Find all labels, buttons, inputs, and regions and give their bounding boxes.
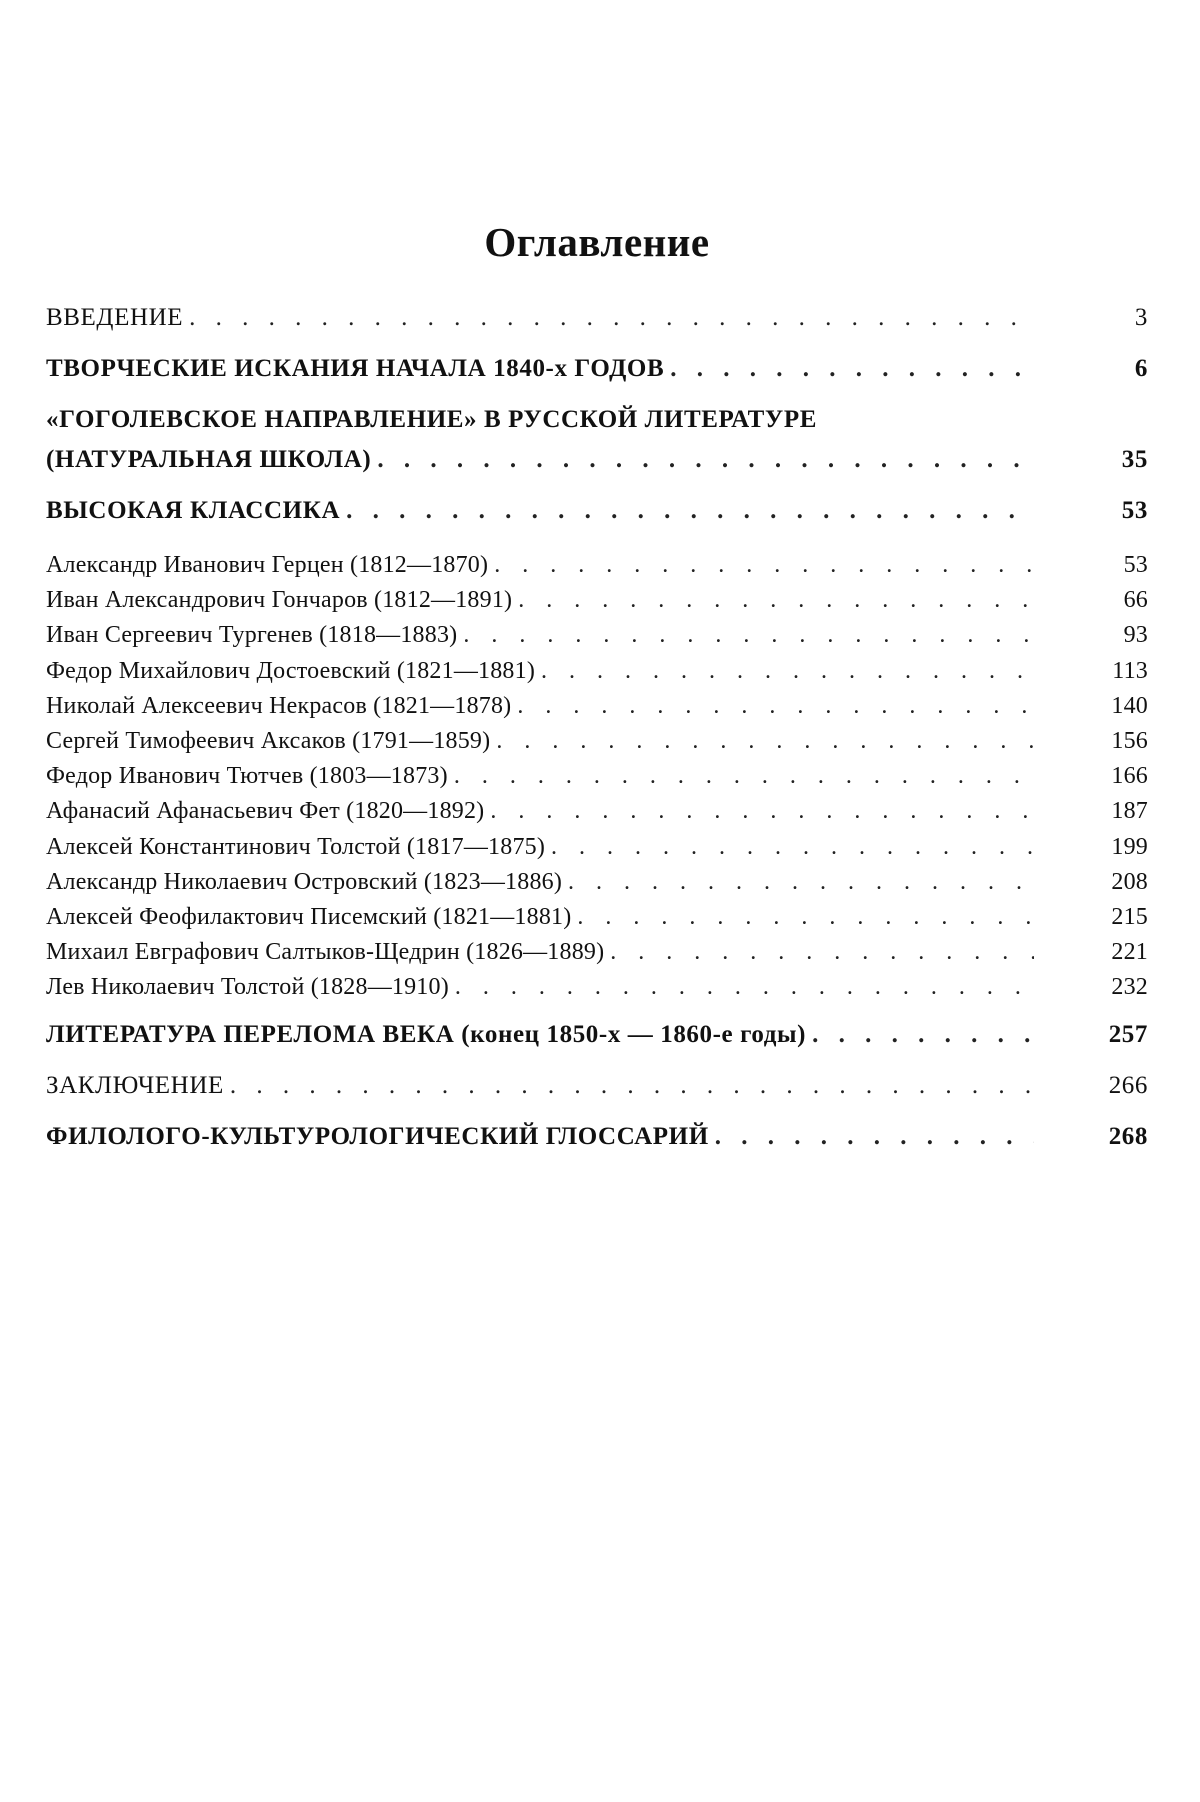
toc-entry-label: ЗАКЛЮЧЕНИЕ: [46, 1072, 224, 1100]
dot-leader: [670, 353, 1034, 385]
toc-entry-label-line2: (НАТУРАЛЬНАЯ ШКОЛА): [46, 446, 372, 473]
toc-entry-author[interactable]: [46, 794, 1148, 829]
dot-leader: [377, 444, 1034, 476]
toc-entry-author[interactable]: [46, 759, 1148, 794]
toc-entry-page: 6: [1134, 355, 1148, 382]
dot-leader: [577, 900, 1034, 935]
toc-entry-page: 66: [1123, 587, 1148, 614]
author-entries: [46, 548, 1148, 1005]
toc-entry-high-classics[interactable]: [46, 495, 1148, 546]
toc-entry-label: Сергей Тимофеевич Аксаков (1791—1859): [46, 727, 491, 754]
toc-entry-introduction[interactable]: [46, 302, 1148, 353]
toc-entry-label: Афанасий Афанасьевич Фет (1820—1892): [46, 798, 485, 825]
toc-entry-page: 268: [1108, 1123, 1148, 1151]
toc-entry-page: 140: [1111, 692, 1148, 719]
toc-entry-page: 93: [1123, 622, 1148, 649]
page-title: Оглавление: [484, 219, 710, 265]
dot-leader: [490, 794, 1034, 829]
toc-entry-label: Иван Александрович Гончаров (1812—1891): [46, 587, 513, 614]
dot-leader: [517, 689, 1034, 724]
toc-entry-page: 257: [1108, 1021, 1148, 1049]
toc-entry-label: Александр Николаевич Островский (1823—1886): [46, 868, 563, 895]
dot-leader: [715, 1121, 1034, 1153]
toc-entry-author[interactable]: [46, 689, 1148, 724]
toc-entry-label: ФИЛОЛОГО-КУЛЬТУРОЛОГИЧЕСКИЙ ГЛОССАРИЙ: [46, 1123, 709, 1151]
dot-leader: [610, 935, 1034, 970]
dot-leader: [568, 865, 1034, 900]
dot-leader: [494, 548, 1034, 583]
toc-entry-page: 53: [1123, 552, 1148, 578]
toc-entry-label: Николай Алексеевич Некрасов (1821—1878): [46, 692, 512, 719]
dot-leader: [454, 759, 1034, 794]
toc-entry-page: 215: [1111, 903, 1148, 930]
dot-leader: [189, 302, 1034, 334]
toc-entry-page: 113: [1112, 657, 1148, 684]
toc-entry-label: ТВОРЧЕСКИЕ ИСКАНИЯ НАЧАЛА 1840-х ГОДОВ: [46, 355, 665, 382]
dot-leader: [541, 654, 1034, 689]
toc-entry-author[interactable]: [46, 970, 1148, 1005]
toc-entry-label: ЛИТЕРАТУРА ПЕРЕЛОМА ВЕКА (конец 1850-х — 1860-е годы): [46, 1021, 807, 1049]
toc-entry-page: 208: [1111, 868, 1148, 895]
toc-entry-gogol-direction[interactable]: [46, 404, 1148, 476]
toc-entry-author[interactable]: [46, 583, 1148, 618]
toc-entry-author[interactable]: [46, 618, 1148, 653]
toc-page: [46, 0, 1148, 1802]
toc-entry-author[interactable]: [46, 724, 1148, 759]
toc-entry-author[interactable]: [46, 935, 1148, 970]
toc-list: [46, 302, 1148, 1172]
toc-entry-creative-search[interactable]: [46, 353, 1148, 404]
toc-entry-label: Алексей Феофилактович Писемский (1821—1881): [46, 903, 572, 930]
toc-entry-author[interactable]: [46, 900, 1148, 935]
toc-entry-author[interactable]: [46, 548, 1148, 583]
dot-leader: [551, 830, 1034, 865]
toc-entry-page: 166: [1111, 763, 1148, 790]
dot-leader: [346, 495, 1034, 527]
toc-entry-page: 199: [1111, 833, 1148, 860]
toc-entry-page: 35: [1121, 446, 1148, 473]
toc-entry-author[interactable]: [46, 865, 1148, 900]
toc-entry-author[interactable]: [46, 830, 1148, 865]
dot-leader: [463, 618, 1034, 653]
toc-entry-page: 53: [1121, 497, 1148, 524]
toc-entry-page: 221: [1111, 939, 1148, 966]
toc-entry-label: Иван Сергеевич Тургенев (1818—1883): [46, 622, 458, 649]
dot-leader: [812, 1019, 1034, 1051]
toc-entry-label: Александр Иванович Герцен (1812—1870): [46, 552, 489, 578]
toc-entry-label: Алексей Константинович Толстой (1817—1875): [46, 833, 546, 860]
toc-entry-page: 3: [1134, 304, 1148, 331]
toc-entry-label: Михаил Евграфович Салтыков-Щедрин (1826—1889): [46, 939, 605, 966]
toc-entry-page: 187: [1111, 798, 1148, 825]
toc-entry-label-line1: «ГОГОЛЕВСКОЕ НАПРАВЛЕНИЕ» В РУССКОЙ ЛИТЕРАТУРЕ: [46, 406, 818, 433]
toc-entry-page: 266: [1108, 1072, 1148, 1100]
toc-entry-page: 232: [1111, 974, 1148, 1001]
toc-entry-page: 156: [1111, 727, 1148, 754]
toc-entry-conclusion[interactable]: [46, 1070, 1148, 1121]
toc-entry-glossary[interactable]: [46, 1121, 1148, 1172]
dot-leader: [518, 583, 1034, 618]
dot-leader: [230, 1070, 1034, 1102]
toc-entry-turn-of-century[interactable]: [46, 1019, 1148, 1070]
toc-entry-label: Федор Михайлович Достоевский (1821—1881): [46, 657, 536, 684]
dot-leader: [455, 970, 1034, 1005]
toc-entry-label: Лев Николаевич Толстой (1828—1910): [46, 974, 449, 1001]
toc-entry-label: ВВЕДЕНИЕ: [46, 304, 184, 331]
toc-entry-label: Федор Иванович Тютчев (1803—1873): [46, 763, 448, 790]
toc-entry-author[interactable]: [46, 654, 1148, 689]
dot-leader: [496, 724, 1034, 759]
toc-entry-label: ВЫСОКАЯ КЛАССИКА: [46, 497, 341, 524]
